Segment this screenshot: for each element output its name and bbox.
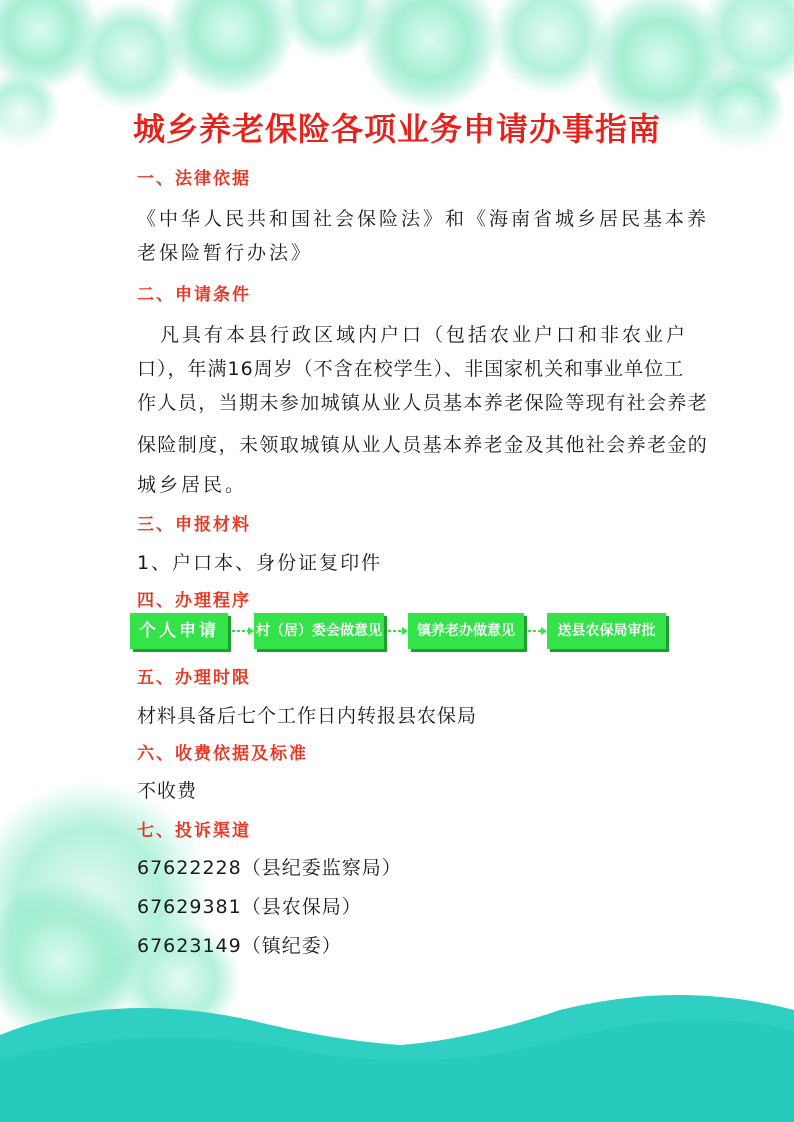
- arrow-head-icon: [541, 627, 547, 635]
- section-heading-procedure: 四、办理程序: [137, 591, 251, 611]
- section-heading-conditions: 二、申请条件: [137, 285, 251, 305]
- page-title: 城乡养老保险各项业务申请办事指南: [132, 110, 661, 148]
- section-heading-fees: 六、收费依据及标准: [137, 744, 308, 764]
- complaint-phone-3: 67623149（镇纪委）: [137, 935, 342, 957]
- complaint-phone-1: 67622228（县纪委监察局）: [137, 857, 402, 879]
- legal-basis-line-1: 《中华人民共和国社会保险法》和《海南省城乡居民基本养: [137, 208, 710, 230]
- section-heading-complaints: 七、投诉渠道: [137, 821, 251, 841]
- legal-basis-line-2: 老保险暂行办法》: [137, 242, 314, 264]
- conditions-line-2: 口），年满16周岁（不含在校学生）、非国家机关和事业单位工: [137, 358, 685, 380]
- section-heading-legal-basis: 一、法律依据: [137, 169, 251, 189]
- conditions-line-1: 凡具有本县行政区域内户口（包括农业户口和非农业户: [160, 324, 689, 346]
- arrow-head-icon: [402, 627, 408, 635]
- flow-step-4: 送县农保局审批: [547, 613, 666, 649]
- flow-step-3: 镇养老办做意见: [408, 613, 524, 649]
- conditions-line-4: 保险制度，未领取城镇从业人员基本养老金及其他社会养老金的: [137, 434, 709, 456]
- section-heading-materials: 三、申报材料: [137, 515, 251, 535]
- conditions-line-5: 城乡居民。: [137, 474, 248, 496]
- fees-line-1: 不收费: [137, 780, 198, 802]
- conditions-line-3: 作人员，当期未参加城镇从业人员基本养老保险等现有社会养老: [137, 392, 709, 414]
- complaint-phone-2: 67629381（县农保局）: [137, 896, 362, 918]
- arrow-head-icon: [248, 627, 254, 635]
- materials-line-1: 1、户口本、身份证复印件: [137, 552, 383, 574]
- flow-step-1: 个人申请: [130, 613, 228, 649]
- section-heading-time-limit: 五、办理时限: [137, 668, 251, 688]
- time-limit-line-1: 材料具备后七个工作日内转报县农保局: [137, 705, 478, 727]
- flow-step-2: 村（居）委会做意见: [254, 613, 384, 649]
